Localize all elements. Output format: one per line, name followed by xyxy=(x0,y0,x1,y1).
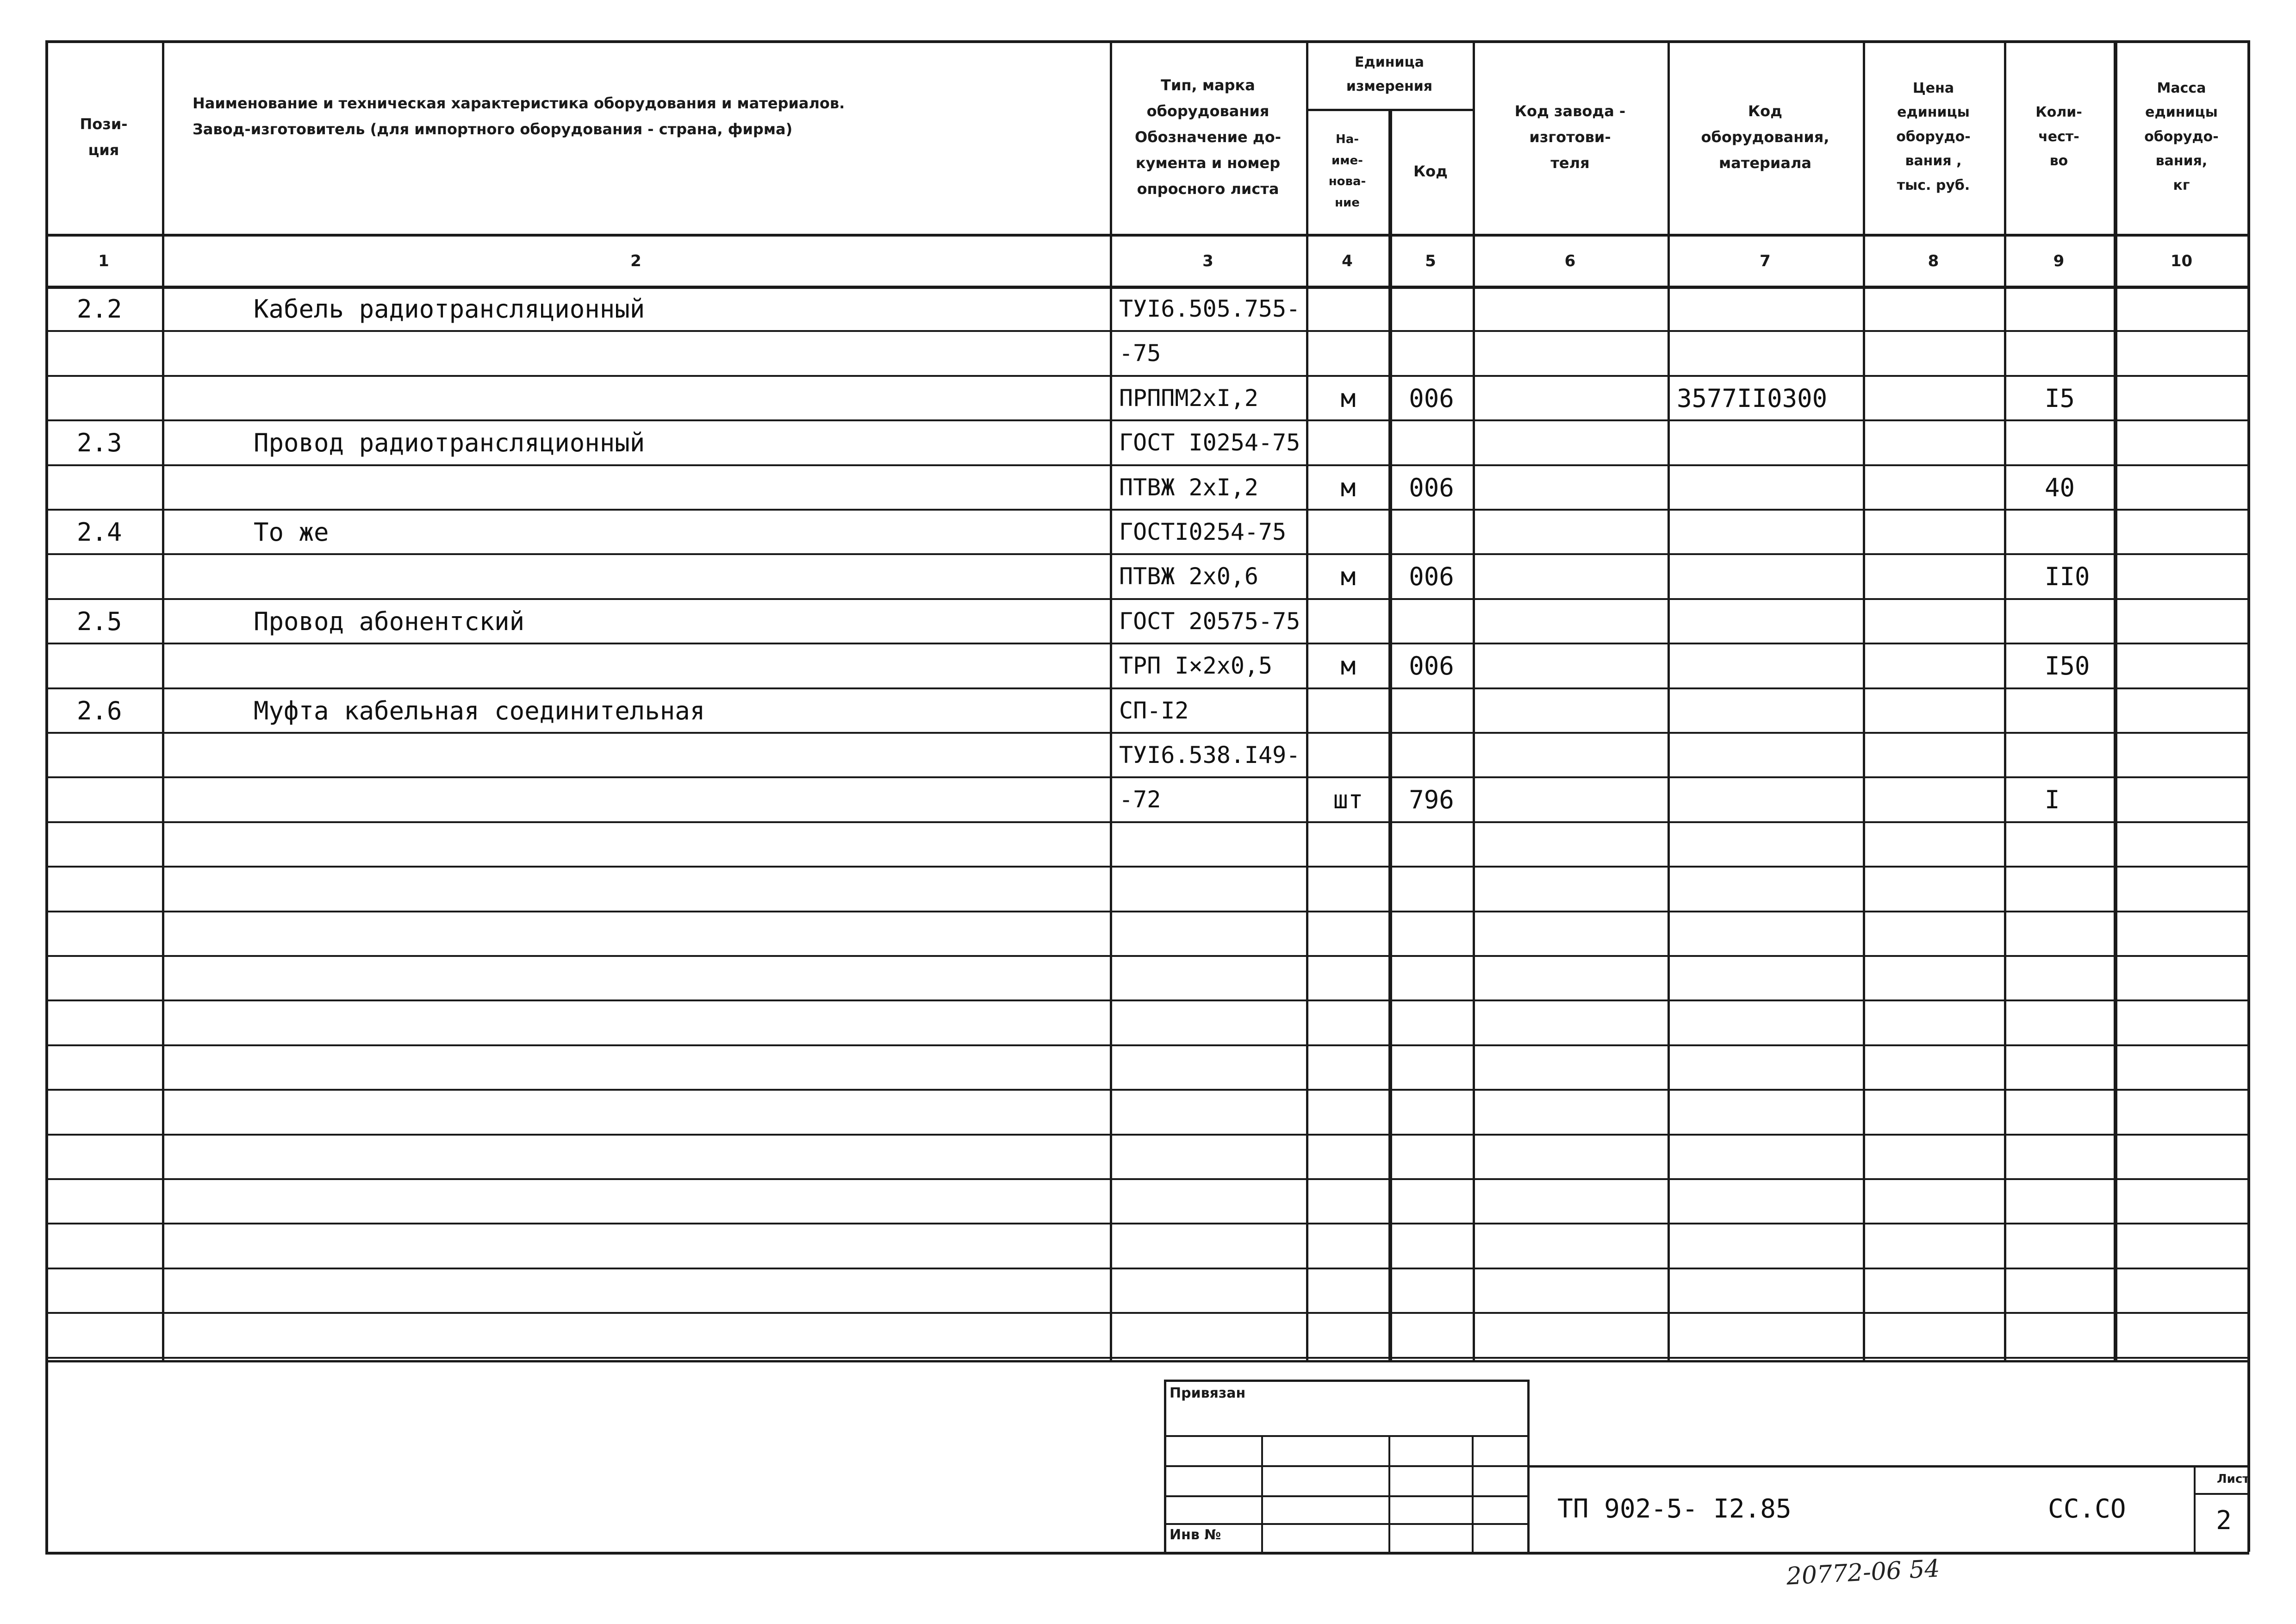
column-number: 5 xyxy=(1425,252,1436,270)
row-line xyxy=(45,1044,2249,1046)
cell-mass xyxy=(2117,556,2247,597)
title-block-line xyxy=(1472,1435,1474,1552)
header-price: Цена единицы оборудо- вания , тыс. руб. xyxy=(1896,80,1971,194)
cell-pos: 2.6 xyxy=(77,696,122,725)
cell-type: -75 xyxy=(1119,340,1161,367)
cell-unit-code: 006 xyxy=(1409,651,1454,681)
cell-equip-code: 3577II0300 xyxy=(1677,383,1828,413)
cell-name: Провод абонентский xyxy=(254,606,525,636)
cell-price xyxy=(1867,378,2002,418)
cell-unit xyxy=(1310,690,1387,731)
cell-qty xyxy=(2008,333,2112,374)
cell-unit: м xyxy=(1340,562,1356,591)
cell-pos xyxy=(49,735,160,775)
header-mass: Масса единицы оборудо- вания, кг xyxy=(2144,80,2219,194)
header-unit-name: На- име- нова- ние xyxy=(1328,132,1366,210)
cell-name xyxy=(166,378,1108,418)
cell-factory-code xyxy=(1476,512,1666,552)
header-name: Наименование и техническая характеристика оборудования и материалов. Завод-изготовитель (для импортного оборудования - страна, фирма) xyxy=(193,94,845,138)
cell-name: Провод радиотрансляционный xyxy=(254,428,645,457)
cell-qty xyxy=(2008,735,2112,775)
cell-equip-code xyxy=(1671,422,1861,463)
cell-mass xyxy=(2117,690,2247,731)
cell-qty xyxy=(2008,601,2112,642)
cell-qty: II0 xyxy=(2045,562,2090,591)
header-type: Тип, марка оборудования Обозначение до- кумента и номер опросного листа xyxy=(1135,76,1281,198)
row-line xyxy=(45,1178,2249,1180)
row-line xyxy=(45,553,2249,555)
cell-price xyxy=(1867,645,2002,686)
cell-factory-code xyxy=(1476,333,1666,374)
cell-factory-code xyxy=(1476,467,1666,508)
cell-type: ГОСТ I0254-75 xyxy=(1119,429,1300,456)
row-line xyxy=(45,375,2249,377)
sheet-cell-line xyxy=(2194,1493,2249,1495)
column-number: 10 xyxy=(2170,252,2193,270)
cell-type: ГОСТI0254-75 xyxy=(1119,518,1287,546)
cell-type: ПРППМ2хI,2 xyxy=(1119,385,1259,412)
cell-unit-code xyxy=(1392,735,1471,775)
cell-mass xyxy=(2117,601,2247,642)
cell-pos: 2.3 xyxy=(77,428,122,457)
row-line xyxy=(45,330,2249,332)
cell-unit: м xyxy=(1340,383,1356,413)
cell-mass xyxy=(2117,735,2247,775)
cell-name xyxy=(166,645,1108,686)
cell-name: Муфта кабельная соединительная xyxy=(254,696,705,725)
column-number: 9 xyxy=(2053,252,2065,270)
row-line xyxy=(45,1223,2249,1224)
cell-name xyxy=(166,467,1108,508)
row-line xyxy=(45,419,2249,421)
row-line xyxy=(45,687,2249,689)
column-number: 3 xyxy=(1202,252,1213,270)
cell-mass xyxy=(2117,779,2247,820)
cell-equip-code xyxy=(1671,601,1861,642)
cell-unit-code: 796 xyxy=(1409,785,1454,814)
row-line xyxy=(45,598,2249,600)
cell-equip-code xyxy=(1671,735,1861,775)
cell-price xyxy=(1867,467,2002,508)
row-line xyxy=(45,464,2249,466)
header-unit-code: Код xyxy=(1413,162,1448,180)
row-line xyxy=(45,911,2249,912)
cell-equip-code xyxy=(1671,645,1861,686)
cell-name: Кабель радиотрансляционный xyxy=(254,294,645,324)
bound-label: Привязан xyxy=(1170,1385,1246,1401)
header-equipment-code: Код оборудования, материала xyxy=(1701,102,1829,172)
row-line xyxy=(45,1312,2249,1314)
cell-unit: шт xyxy=(1333,785,1363,814)
column-number: 6 xyxy=(1564,252,1576,270)
cell-price xyxy=(1867,333,2002,374)
cell-unit xyxy=(1310,288,1387,329)
cell-type: -72 xyxy=(1119,786,1161,813)
cell-unit xyxy=(1310,333,1387,374)
cell-equip-code xyxy=(1671,333,1861,374)
cell-factory-code xyxy=(1476,735,1666,775)
cell-unit: м xyxy=(1340,473,1356,502)
cell-pos xyxy=(49,333,160,374)
cell-pos xyxy=(49,779,160,820)
sheet-number: 2 xyxy=(2216,1505,2232,1536)
title-block-line xyxy=(1527,1465,2249,1468)
cell-price xyxy=(1867,556,2002,597)
cell-mass xyxy=(2117,288,2247,329)
column-line xyxy=(1388,109,1392,1360)
header-quantity: Коли- чест- во xyxy=(2035,104,2082,169)
cell-type: ГОСТ 20575-75 xyxy=(1119,608,1300,635)
header-factory-code: Код завода - изготови- теля xyxy=(1514,102,1626,172)
header-unit-group: Единица измерения xyxy=(1346,54,1433,94)
cell-name xyxy=(166,779,1108,820)
row-line xyxy=(45,509,2249,511)
row-line xyxy=(45,1134,2249,1136)
cell-unit-code xyxy=(1392,690,1471,731)
cell-equip-code xyxy=(1671,467,1861,508)
cell-unit-code xyxy=(1392,288,1471,329)
row-line xyxy=(45,821,2249,823)
cell-pos: 2.2 xyxy=(77,294,122,324)
cell-factory-code xyxy=(1476,601,1666,642)
cell-qty: I50 xyxy=(2045,651,2090,681)
cell-factory-code xyxy=(1476,645,1666,686)
cell-equip-code xyxy=(1671,779,1861,820)
cell-mass xyxy=(2117,333,2247,374)
cell-unit-code xyxy=(1392,333,1471,374)
cell-mass xyxy=(2117,512,2247,552)
document-code: СС.СО xyxy=(2048,1494,2126,1524)
cell-pos xyxy=(49,378,160,418)
cell-unit xyxy=(1310,601,1387,642)
header-position: Пози- ция xyxy=(80,115,128,159)
cell-name: То же xyxy=(254,517,329,547)
cell-mass xyxy=(2117,422,2247,463)
cell-equip-code xyxy=(1671,690,1861,731)
cell-pos xyxy=(49,645,160,686)
row-line xyxy=(45,1089,2249,1091)
cell-mass xyxy=(2117,378,2247,418)
row-line xyxy=(45,643,2249,644)
cell-type: СП-I2 xyxy=(1119,697,1189,725)
table-bottom-line xyxy=(45,1360,2249,1362)
cell-qty: I xyxy=(2045,785,2060,814)
cell-price xyxy=(1867,735,2002,775)
row-line xyxy=(45,776,2249,778)
cell-equip-code xyxy=(1671,288,1861,329)
cell-unit-code xyxy=(1392,512,1471,552)
cell-pos xyxy=(49,556,160,597)
cell-factory-code xyxy=(1476,378,1666,418)
cell-mass xyxy=(2117,467,2247,508)
cell-unit-code xyxy=(1392,601,1471,642)
cell-factory-code xyxy=(1476,556,1666,597)
cell-qty xyxy=(2008,288,2112,329)
cell-pos: 2.4 xyxy=(77,517,122,547)
cell-unit-code: 006 xyxy=(1409,473,1454,502)
cell-factory-code xyxy=(1476,779,1666,820)
title-block-line xyxy=(1388,1435,1390,1552)
cell-qty xyxy=(2008,512,2112,552)
cell-price xyxy=(1867,512,2002,552)
cell-unit xyxy=(1310,735,1387,775)
cell-price xyxy=(1867,690,2002,731)
cell-qty: I5 xyxy=(2045,383,2075,413)
cell-factory-code xyxy=(1476,422,1666,463)
cell-name xyxy=(166,556,1108,597)
sheet-label: Лист xyxy=(2217,1472,2250,1486)
cell-qty xyxy=(2008,422,2112,463)
cell-qty xyxy=(2008,690,2112,731)
cell-unit: м xyxy=(1340,651,1356,681)
row-line xyxy=(45,955,2249,957)
cell-mass xyxy=(2117,645,2247,686)
cell-unit xyxy=(1310,422,1387,463)
row-line xyxy=(45,732,2249,734)
column-number: 7 xyxy=(1760,252,1771,270)
cell-type: ПТВЖ 2хI,2 xyxy=(1119,474,1259,501)
cell-qty: 40 xyxy=(2045,473,2075,502)
row-line xyxy=(45,999,2249,1001)
cell-type: ТУI6.505.755- xyxy=(1119,295,1300,323)
cell-equip-code xyxy=(1671,556,1861,597)
cell-equip-code xyxy=(1671,512,1861,552)
cell-factory-code xyxy=(1476,690,1666,731)
cell-name xyxy=(166,735,1108,775)
sheet-cell-left xyxy=(2194,1465,2196,1552)
cell-price xyxy=(1867,601,2002,642)
row-line xyxy=(45,1268,2249,1269)
title-block-top xyxy=(1164,1380,1527,1382)
row-line xyxy=(45,866,2249,868)
column-number: 1 xyxy=(98,252,109,270)
cell-unit-code: 006 xyxy=(1409,562,1454,591)
column-number: 4 xyxy=(1342,252,1353,270)
document-number: ТП 902-5- I2.85 xyxy=(1557,1494,1792,1524)
cell-unit xyxy=(1310,512,1387,552)
cell-pos: 2.5 xyxy=(77,606,122,636)
cell-name xyxy=(166,333,1108,374)
row-line xyxy=(45,1357,2249,1359)
frame-bottom xyxy=(45,1552,2249,1555)
inventory-label: Инв № xyxy=(1170,1527,1221,1543)
cell-pos xyxy=(49,467,160,508)
cell-unit-code: 006 xyxy=(1409,383,1454,413)
cell-factory-code xyxy=(1476,288,1666,329)
cell-price xyxy=(1867,422,2002,463)
cell-price xyxy=(1867,288,2002,329)
handwritten-note: 20772-06 54 xyxy=(1786,1555,1941,1591)
column-number: 8 xyxy=(1928,252,1939,270)
cell-type: ТРП I×2х0,5 xyxy=(1119,652,1273,680)
cell-price xyxy=(1867,779,2002,820)
cell-type: ТУI6.538.I49- xyxy=(1119,742,1300,769)
cell-unit-code xyxy=(1392,422,1471,463)
cell-type: ПТВЖ 2х0,6 xyxy=(1119,563,1259,590)
unit-group-line xyxy=(1306,109,1473,111)
column-number: 2 xyxy=(630,252,641,270)
